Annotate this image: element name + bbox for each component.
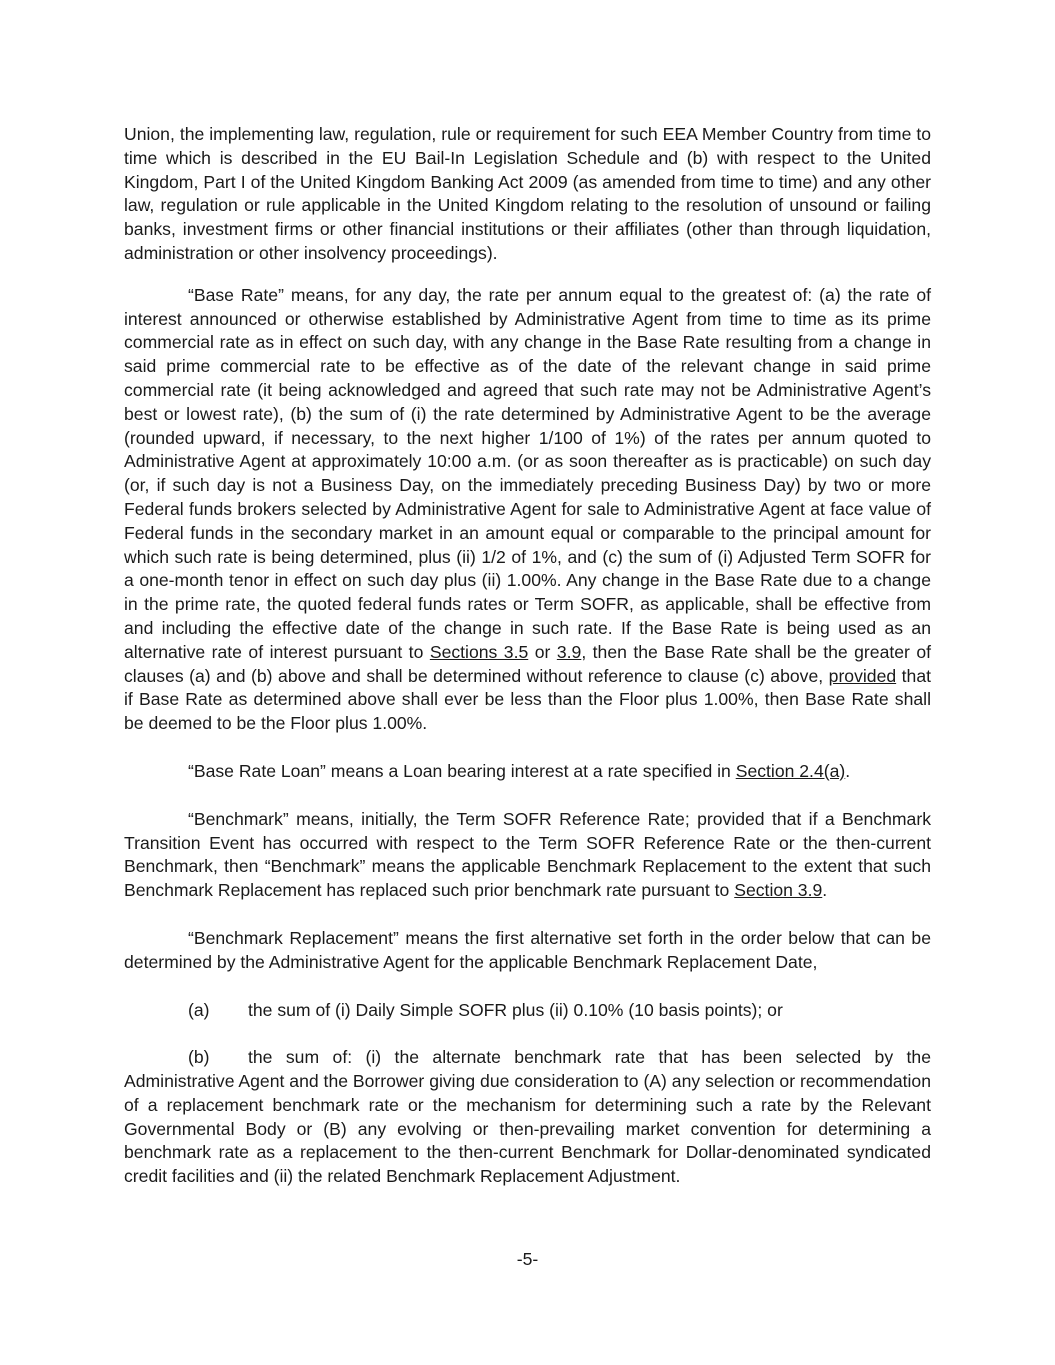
cross-reference-section-2-4a: Section 2.4(a) <box>735 760 846 781</box>
definition-text: . <box>845 760 851 781</box>
definition-text: . <box>822 880 828 901</box>
definition-text: that if Base Rate as determined above shall ever be less than the Floor plus 1.00%, then Base Rate shall be deemed to be the Floor plus 1.00%. <box>124 665 932 734</box>
list-item-b <box>124 1046 931 1189</box>
definition-benchmark <box>124 808 931 903</box>
paragraph-bail-in-legislation: Union, the implementing law, regulation, rule or requirement for such EEA Member Country from time to time which is described in the EU Bail-In Legislation Schedule and (b) with respect to the United Kingdom, Part I of the United Kingdom Banking Act 2009 (as amended from time to time) and any other law, regulation or rule applicable in the United Kingdom relating to the resolution of unsound or failing banks, investment firms or other financial institutions or their affiliates (other than through liquidation, administration or other insolvency proceedings). <box>124 124 931 263</box>
term-base-rate-loan: “Base Rate Loan” <box>188 760 326 781</box>
page-number: -5- <box>516 1249 539 1269</box>
definition-text: means a Loan bearing interest at a rate specified in <box>325 760 736 781</box>
definition-text: means, initially, the Term SOFR Reference Rate; provided that if a Benchmark Transition Event has occurred with respect to the Term SOFR Reference Rate or the then-current Benchmark, then “Benchmark” means the applicable Benchmark Replacement to the extent that such Benchmark Replacement has replaced such prior benchmark rate pursuant to <box>124 808 931 901</box>
list-text: the sum of (i) Daily Simple SOFR plus (ii) 0.10% (10 basis points); or <box>248 999 783 1020</box>
definition-base-rate-loan <box>124 760 931 784</box>
provided-emphasis: provided <box>828 665 897 686</box>
definition-base-rate <box>124 284 931 736</box>
definition-text: means the first alternative set forth in the order below that can be determined by the Administrative Agent for the applicable Benchmark Replacement Date, <box>124 927 931 972</box>
cross-reference-section-3-9: Section 3.9 <box>734 880 823 901</box>
cross-reference-3-9: 3.9 <box>556 641 582 662</box>
term-base-rate: “Base Rate” <box>188 284 284 305</box>
cross-reference-sections-3-5: Sections 3.5 <box>429 641 529 662</box>
definition-text: , then the Base Rate shall be the greater of clauses (a) and (b) above and shall be determined without reference to clause (c) above, <box>124 641 932 686</box>
list-item-a <box>124 999 931 1023</box>
term-benchmark-replacement: “Benchmark Replacement” <box>188 927 399 948</box>
list-text: the sum of: (i) the alternate benchmark rate that has been selected by the Administrative Agent and the Borrower giving due consideration to (A) any selection or recommendation of a replacement benchmark rate or the mechanism for determining such a rate by the Relevant Governmental Body or (B) any evolving or then-prevailing market convention for determining a benchmark rate as a replacement to the then-current Benchmark for Dollar-denominated syndicated credit facilities and (ii) the related Benchmark Replacement Adjustment. <box>124 1047 931 1187</box>
document-page <box>124 123 931 1189</box>
list-label: (b) <box>188 1047 210 1068</box>
list-label: (a) <box>188 999 210 1020</box>
definition-text: or <box>528 641 557 662</box>
definition-benchmark-replacement <box>124 927 931 975</box>
term-benchmark: “Benchmark” <box>188 808 289 829</box>
definition-text: means, for any day, the rate per annum equal to the greatest of: (a) the rate of interest announced or otherwise established by Administrative Agent from time to time as its prime commercial rate as in effect on such day, with any change in the Base Rate resulting from a change in said prime commercial rate to be effective as of the date of the relevant change in said prime commercial rate (it being acknowledged and agreed that such rate may not be Administrative Agent’s best or lowest rate), (b) the sum of (i) the rate determined by Administrative Agent to be the average (rounded upward, if necessary, to the next higher 1/100 of 1%) of the rates per annum quoted to Administrative Agent at approximately 10:00 a.m. (or as soon thereafter as is practicable) on such day (or, if such day is not a Business Day, on the immediately preceding Business Day) by two or more Federal funds brokers selected by Administrative Agent for sale to Administrative Agent at face value of Federal funds in the secondary market in an amount equal or comparable to the principal amount for which such rate is being determined, plus (ii) 1/2 of 1%, and (c) the sum of (i) Adjusted Term SOFR for a one-month tenor in effect on such day plus (ii) 1.00%. Any change in the Base Rate due to a change in the prime rate, the quoted federal funds rates or Term SOFR, as applicable, shall be effective from and including the effective date of the change in such rate. If the Base Rate is being used as an alternative rate of interest pursuant to <box>124 284 932 662</box>
